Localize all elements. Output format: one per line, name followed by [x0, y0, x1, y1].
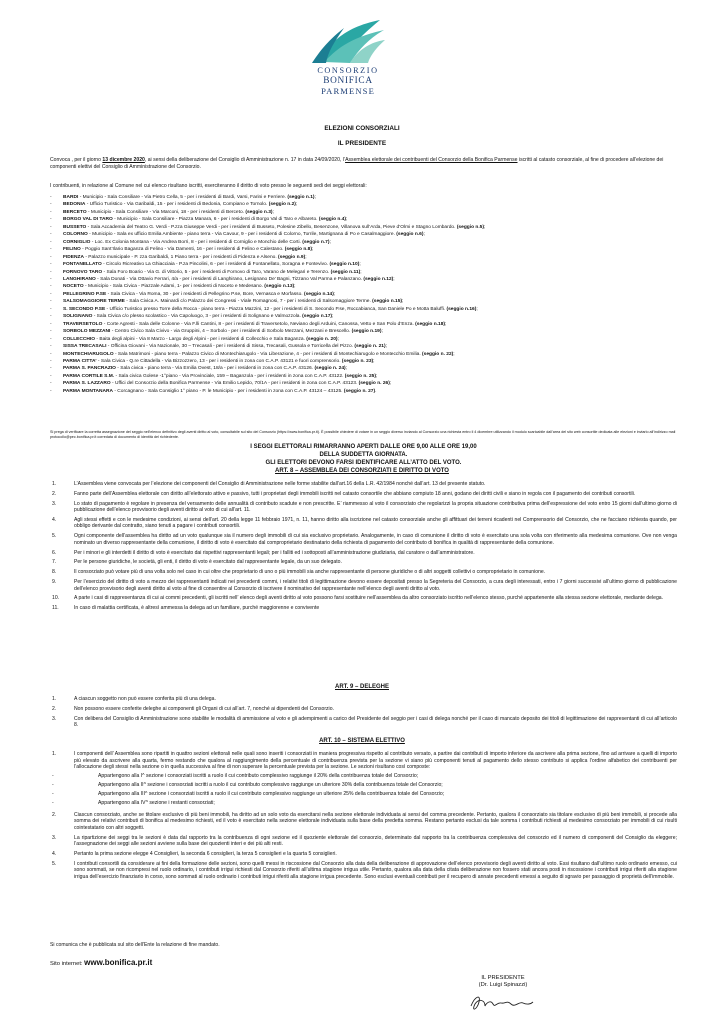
art8-title: ART. 8 – ASSEMBLEA DEI CONSORZIATI E DIRITTO DI VOTO [275, 468, 449, 474]
item-number: 8. [52, 569, 57, 576]
station-end: ; [346, 217, 348, 223]
art8-item [50, 491, 677, 498]
item-number: 5. [52, 533, 57, 540]
station-municipality: FIDENZA [63, 254, 84, 260]
bullet: - [50, 209, 52, 215]
art10-item-1 [50, 751, 677, 809]
bullet: - [50, 284, 52, 290]
signer-name: (Dr. Luigi Spinazzi) [478, 982, 528, 989]
station-end: ; [329, 239, 331, 245]
consortium-logo [300, 16, 396, 94]
item-text: Pertanto la prima sezione elegge 4 Consiglieri, la seconda 6 consiglieri, la terza 5 consiglieri e la quarta 5 consiglieri. [74, 851, 337, 858]
bullet: - [50, 232, 52, 238]
polling-station-item [50, 291, 677, 298]
station-municipality: PARMA S. PANCRAZIO [63, 366, 116, 372]
bullet: - [52, 790, 54, 797]
item-number: 4. [52, 851, 57, 858]
handwritten-signature [467, 992, 537, 1014]
station-municipality: COLORNO [63, 232, 88, 238]
station-end: ; [311, 247, 314, 253]
station-end: ; [423, 232, 425, 238]
section-item [50, 791, 677, 798]
bullet: - [52, 799, 54, 806]
item-text: Lo stato di pagamento è regolare in presenza del versamento delle annualità di contributo scadute e non prescritte. E’ riammesso al voto il consorziato che regolarizzi la propria situazione contributiva prima dell’espressione del voto entro 15 giorni dall’ultimo giorno di pubblicazione dell’elenco provvisorio degli aventi diritto al voto di cui all’art. 11. [74, 500, 677, 514]
station-municipality: PARMA CITTA’ [63, 358, 97, 364]
polling-station-item [50, 201, 677, 208]
station-seat-number: (seggio n.14) [303, 291, 334, 297]
station-seat-number: (seggio n.4) [318, 217, 347, 223]
station-end: ; [476, 306, 478, 312]
station-end: ; [272, 209, 274, 215]
art10-item [50, 812, 677, 832]
item-text: Ogni componente dell’assemblea ha diritto ad un voto qualunque sia il numero degli immobili di cui sia esclusivo proprietario. Analogamente, in caso di comunione il diritto di voto è esercitato una sola volta con riferimento alla medesima comunione. Ove non venga nominato un diverso rappresentante della comunione, il diritto di voto è esercitato dal comproprietario destinatario della richiesta di pagamento del contributo di bonifica in qualità di rappresentante della comunione. [74, 533, 677, 546]
bullet: - [50, 276, 52, 282]
station-seat-number: (seggio n.8) [284, 247, 312, 253]
bullet: - [50, 351, 52, 357]
station-municipality: SISSA TRECASALI [63, 344, 107, 350]
station-municipality: MONTECHIARUGOLO [63, 351, 114, 357]
bullet: - [50, 239, 52, 245]
item-text: A ciascun soggetto non può essere conferita più di una delega. [74, 696, 216, 702]
logo-line-2: BONIFICA [323, 76, 373, 86]
station-seat-number: (seggio n.10) [329, 262, 360, 268]
election-date: 13 dicembre 2020 [102, 157, 145, 163]
station-municipality: PELLEGRINO P.SE [63, 291, 107, 297]
intro-paragraph [50, 157, 677, 170]
art10-item [50, 835, 677, 848]
bullet: - [52, 772, 54, 779]
station-municipality: FORNOVO TARO [63, 269, 103, 275]
item-text: Per i minori e gli interdetti il diritto di voto è esercitato dai rispettivi rappresentanti legali; per i falliti ed i sottoposti all’amministrazione giudiziaria, dal curatore o dall’amministratore. [74, 549, 475, 556]
polling-station-item [50, 246, 677, 253]
item-text: In caso di malattia certificata, è altresì ammessa la delega ad un familiare, purché maggiorenne e convivente [74, 605, 320, 612]
polling-station-item [50, 231, 677, 238]
polling-station-item [50, 254, 677, 261]
item-text: Per le persone giuridiche, le società, gli enti, il diritto di voto è esercitato dal rappresentante legale, da un suo delegato. [74, 559, 342, 566]
polling-station-item [50, 373, 677, 380]
bullet: - [50, 314, 52, 320]
polling-station-item [50, 276, 677, 283]
station-details: - Municipio - Sala Consiliare - Via Marconi, 18 - per i residenti di Berceto. [86, 209, 246, 215]
station-seat-number: (seggio n.3) [245, 209, 273, 215]
station-municipality: TRAVERSETOLO [63, 321, 103, 327]
station-details: - Poggio Sant’Ilario Baganza di Felino - Via Damenti, 16 - per i residenti di Felino e Calestano. [80, 247, 285, 253]
station-end: ; [305, 254, 307, 260]
station-seat-number: (seggio n.15) [372, 299, 403, 305]
section-text: Appartengono alla II^ sezione i consorziati iscritti a ruolo il cui contributo complessivo raggiunge un ulteriore 30% della contribuenza totale del Consorzio; [98, 781, 443, 788]
section-item [50, 800, 677, 807]
station-seat-number: (seggio n. 26) [358, 381, 390, 387]
art8-item [50, 550, 677, 557]
station-details: - Sala Civica - Via Roma, 30 - per i residenti di Pellegrino P.se, Bore, Vernasca e Morfasso. [106, 291, 304, 297]
opening-line-1: I SEGGI ELETTORALI RIMARRANNO APERTI DALLE ORE 9,00 ALLE ORE 19,00 [250, 444, 477, 450]
station-municipality: BERCETO [63, 209, 87, 215]
station-seat-number: (seggio n.1) [287, 195, 315, 200]
item-text: Con delibera del Consiglio di Amministrazione sono stabilite le modalità di ammissione al voto e gli adempimenti a carico del Presidente del seggio per i casi di delega nonché per il caso di mancato deposito dei titoli di legittimazione dei rappresentanti di cui all’articolo 8. [74, 715, 677, 729]
station-seat-number: (seggio n.12) [363, 276, 394, 282]
station-details: - Ufficio Turistico presso Torre della Rocca - piano terra - Piazza Mazzini, 12 - per i residenti di S. Secondo P.se, Roccabianca, San Daniele Po e Motta Baluffi. [105, 306, 447, 312]
bullet: - [50, 321, 52, 327]
station-details: - Sala Donati - Via Ottavio Ferrari, 4/a - per i residenti di Langhirano, Lesignano De’ Bagni, Tizzano Val Parma e Palanzano. [95, 276, 364, 282]
station-seat-number: (seggio n.17) [302, 314, 333, 320]
station-municipality: CORNIGLIO [63, 239, 91, 245]
station-end: ; [314, 195, 316, 200]
station-end: ; [373, 358, 375, 364]
art8-item [50, 517, 677, 530]
polling-station-item [50, 239, 677, 246]
polling-station-item [50, 209, 677, 216]
item-number: 5. [52, 860, 57, 867]
station-municipality: BUSSETO [63, 224, 87, 230]
station-end: ; [445, 321, 447, 327]
station-end: ; [360, 269, 362, 275]
station-seat-number: (seggio n. 24) [314, 366, 346, 372]
station-seat-number: (seggio n.19) [351, 329, 382, 335]
station-seat-number: (seggio n.18) [415, 321, 446, 327]
station-municipality: FONTANELLATO [63, 262, 102, 268]
art10-title: ART. 10 – SISTEMA ELETTIVO [319, 738, 405, 744]
station-seat-number: (seggio n. 20) [306, 336, 338, 342]
station-details: - Sala Foro Boario - Via G. di Vittorio, 5 - per i residenti di Fornovo di Taro, Varano de Melegari e Terenzo. [102, 269, 331, 275]
station-municipality: LANGHIRANO [63, 276, 96, 282]
station-municipality: COLLECCHIO [63, 336, 96, 342]
intro-text-b: , ai sensi della deliberazione del Consiglio di Amministrazione n. 17 in data 24/09/2020, l’ [144, 157, 346, 163]
bullet: - [52, 781, 54, 788]
station-details: - Baita degli alpini - Via 8 Marzo - Largo degli Alpini - per i residenti di Collecchio e Sala Baganza. [95, 336, 307, 342]
art8-item [50, 605, 677, 612]
item-text: A parte i casi di rappresentanza di cui ai commi precedenti, gli iscritti nell’ elenco degli aventi diritto al voto possono farsi sostituire nell’assemblea da altro consorziato iscritto nell’elenco stesso, purché appartenente alla stessa sezione elettorale, mediante delega. [74, 595, 664, 602]
polling-station-item [50, 269, 677, 276]
logo-line-3: PARMENSE [321, 86, 375, 96]
polling-station-item [50, 298, 677, 305]
station-details: - Sala Accademia del Teatro G. Verdi - P.zza Giuseppe Verdi - per i residenti di Busseto, Polesine Zibello, Besenzone, Villanova sull’Arda, Pieve d’Olmi e Stagno Lombardo. [86, 224, 457, 230]
station-municipality: SALSOMAGGIORE TERME [63, 299, 125, 305]
item-text: Per l’esercizio del diritto di voto a mezzo dei rappresentanti indicati nei precedenti commi, i relativi titoli di legittimazione devono essere depositati presso la Segreteria del Consorzio, a cura degli interessati, entro i 7 giorni successivi all’ultimo giorno di pubblicazione dell’elenco provvisorio degli aventi diritto al voto al fine di consentire al Consorzio di iscrivere il nominativo del rappresentante nell’elenco degli aventi diritto al voto. [74, 579, 677, 592]
item-number: 1. [52, 751, 57, 757]
bullet: - [50, 291, 52, 297]
item-number: 11. [52, 605, 59, 612]
station-seat-number: (seggio n. 23) [341, 358, 374, 364]
polling-station-item [50, 343, 677, 350]
art9-list [50, 696, 677, 732]
item-text: Agli stessi effetti e con le medesime condizioni, ai sensi dell’art. 20 della legge 11 febbraio 1971, n. 11, hanno diritto alla iscrizione nel catasto consorziale anche gli affittuari dei terreni ricadenti nel Comprensorio del Consorzio, che ne facciano richiesta quando, per obbligo derivante dal contratto, siano tenuti a pagare i contributi consortili. [74, 516, 677, 530]
bullet: - [50, 247, 52, 253]
bullet: - [50, 381, 52, 387]
section-item [50, 782, 677, 789]
station-details: - Municipio - Sala Civica - Piazzale Adami, 1- per i residenti di Noceto e Medesano. [83, 284, 265, 290]
station-end: ; [381, 329, 383, 335]
polling-station-item [50, 313, 677, 320]
bullet: - [50, 373, 52, 379]
item-text: I componenti dell’ Assemblea sono ripartiti in quattro sezioni elettorali nelle quali sono inseriti i consorziati in maniera progressiva rispetto al contributo versato, a partire dai contributi di importo inferiore da ascrivere alla prima sezione, fino ad arrivare a quelli di importo più elevato da ascrivere alla quarta, fermo restando che qualora al raggiungimento della percentuale di contribuenza prevista per la sezione vi siano più componenti tenuti al pagamento dello stesso contributo si applica l’ordine alfabetico dei contribuenti per l’allocazione degli stessi nella sezione o in quella successiva al fine di non superare la percentuale prevista per la sezione. Le sezioni risultano così composte: [74, 751, 677, 771]
station-seat-number: (seggio n. 21) [354, 344, 386, 350]
station-details: - Sala civica Golese -1°piano - Via Provinciale, 159 – Baganzola - per i residenti in zona con C.A.P. 43122. [114, 373, 345, 379]
station-seat-number: (seggio n.11) [330, 269, 361, 275]
item-number: 1. [52, 481, 57, 487]
station-details: - Loc. Ex Colonia Montana - Via Andrea Borri, 8 - per i residenti di Corniglio e Monchio delle Corti. [90, 239, 303, 245]
station-seat-number: (seggio n.2) [268, 202, 296, 208]
item-text: Non possono essere conferite deleghe ai componenti gli Organi di cui all’art. 7, nonché ai dipendenti del Consorzio. [74, 705, 334, 712]
item-number: 9. [52, 579, 57, 586]
polling-station-item [50, 336, 677, 343]
website [50, 958, 152, 968]
bullet: - [50, 254, 52, 260]
bullet: - [50, 262, 52, 268]
website-link[interactable]: www.bonifica.pr.it [84, 958, 153, 967]
bullet: - [50, 195, 52, 200]
item-text: L’Assemblea viene convocata per l’elezione dei componenti del Consiglio di Amministrazione nelle forme stabilite dall’art.16 della L.R. 42/1984 nonché dall’art. 13 del presente statuto. [74, 481, 486, 487]
seats-lead: I contribuenti, in relazione al Comune nel cui elenco risultano iscritti, eserciteranno il diritto di voto presso le seguenti sedi dei seggi elettorali: [50, 183, 367, 189]
polling-station-item [50, 365, 677, 372]
station-seat-number: (seggio n.16) [446, 306, 477, 312]
station-municipality: FELINO [63, 247, 81, 253]
art9-title: ART. 9 – DELEGHE [334, 684, 389, 690]
station-municipality: PARMA MONTANARA [63, 388, 113, 394]
item-number: 1. [52, 696, 57, 702]
station-seat-number: (seggio n.5) [456, 224, 484, 230]
station-municipality: BEDONIA [63, 202, 86, 208]
polling-station-item [50, 283, 677, 290]
polling-station-item [50, 358, 677, 365]
station-details: - Corte Agresti - Sala delle Colonne - Via F.lli Cantini, 8 - per i residenti di Traversetolo, Neviano degli Arduini, Canossa, Vetto e San Polo d’Enza. [102, 321, 416, 327]
bullet: - [50, 269, 52, 275]
station-details: - Sala Civica c/o plesso scolastico - Via Capoluogo, 3 - per i residenti di Solignano e Valmozzola. [92, 314, 303, 320]
station-details: - Municipio - Sala Consiliare - Piazza Manara, 6 - per i residenti di Borgo Val di Taro e Albareto. [112, 217, 319, 223]
bullet: - [50, 306, 52, 312]
page-title: ELEZIONI CONSORZIALI [324, 125, 400, 132]
art9-item [50, 706, 677, 713]
station-details: - Sala Civica - Q.re Cittadella - Via Bizzozzero, 13 - per i residenti in zona con C.A.P. 43121 e fuori comprensorio. [96, 358, 342, 364]
art8-list [50, 481, 677, 615]
station-end: ; [332, 314, 334, 320]
bullet: - [50, 388, 52, 394]
station-municipality: BORGO VAL DI TARO [63, 217, 113, 223]
item-number: 2. [52, 811, 57, 818]
polling-station-item [50, 328, 677, 335]
station-details: - Uffici del Consorzio della Bonifica Parmense - Via Emilio Lepido, 70/1A - per i residenti in zona con C.A.P. 43123. [110, 381, 359, 387]
art8-item [50, 569, 677, 576]
art8-item [50, 533, 677, 546]
polling-station-item [50, 388, 677, 395]
station-end: ; [359, 262, 361, 268]
page-subtitle: IL PRESIDENTE [337, 140, 387, 147]
station-end: ; [337, 336, 339, 342]
station-end: ; [333, 291, 336, 297]
item-number: 7. [52, 559, 57, 566]
station-details: - Municipio - Sala Consiliare - Via Pietro Cella, 5 - per i residenti di Bardi, Varsi, Farini e Ferriere. [78, 195, 288, 200]
item-number: 3. [52, 500, 57, 507]
station-seat-number: (seggio n.7) [302, 239, 330, 245]
station-end: ; [294, 284, 296, 290]
polling-station-list [50, 194, 677, 395]
polling-station-item [50, 380, 677, 387]
bullet: - [50, 202, 52, 208]
art9-item [50, 716, 677, 729]
item-number: 3. [52, 834, 57, 841]
opening-hours-notice [50, 443, 677, 467]
station-seat-number: (seggio n.9) [278, 254, 306, 260]
bullet: - [50, 344, 52, 350]
logo-line-1: CONSORZIO [317, 66, 379, 75]
station-details: - Sala Civica A. Mainardi c/o Palazzo dei Congressi - Viale Romagnosi, 7 - per i residenti di Salsomaggiore Terme. [124, 299, 373, 305]
intro-text-a: Convoca , per il giorno [50, 157, 103, 163]
item-text: Il consorziato può votare più di una volta solo nel caso in cui oltre che proprietario di uno o più immobili sia anche rappresentante di persone giuridiche o di altri soggetti collettivi o comproprietario in comunione. [74, 569, 546, 576]
station-end: ; [345, 366, 348, 372]
station-end: . [375, 388, 377, 394]
seat-check-note: Si prega di verificare la corretta assegnazione del seggio nell’elenco definitivo degli aventi diritto al voto, consultabile sul sito del Consorzio (https://www.bonifica.pr.it). È possibile chiedere di votare in un seggio diverso inviando al Consorzio una richiesta entro il 4 dicembre utilizzando il modulo scaricabile dall’area del sito web consortile dedicata alle elezioni e inviarlo all’indirizzo mail protocollo@pec.bonifica.pr.it corredata di documento di identità del richiedente. [50, 430, 676, 440]
station-details: - Centro Civico Sala Civivo - via Gruppini, 4 – Sorbolo - per i residenti di Sorbolo Mezzani, Mezzani e Brescello. [110, 329, 352, 335]
closing-note: Si comunica che è pubblicata sul sito dell’Ente la relazione di fine mandato. [50, 942, 220, 948]
item-number: 6. [52, 549, 57, 556]
station-municipality: PARMA CORTILE S.M. [63, 373, 115, 379]
station-end: ; [484, 224, 486, 230]
polling-station-item [50, 261, 677, 268]
station-details: - Municipio - Sala ex ufficio Emilia Ambiente - piano terra - Via Cavour, 9 - per i residenti di Colorno, Torrile, Martignana di Po e Casalmaggiore. [87, 232, 397, 238]
station-details: - Sala Matrimoni - piano terra - Palazzo Civico di Montechiarugolo - Via Liberazione, 4 - per i residenti di Montechiarugolo e Montecchio Emilia. [113, 351, 423, 357]
section-item [50, 773, 677, 780]
sections-list [52, 772, 677, 806]
station-municipality: S. SECONDO P.SE [63, 306, 106, 312]
art8-item [50, 595, 677, 602]
section-text: Appartengono alla III^ sezione i consorziati iscritti a ruolo il cui contributo complessivo raggiunge un ulteriore 25% della contribuenza totale del Consorzio; [98, 790, 445, 797]
station-municipality: SOLIGNANO [63, 314, 93, 320]
station-details: - Circolo Ricreativo La Ghiacciaia - P.za Pincolini, 6 - per i residenti di Fontanellato, Soragna e Fontevivo. [101, 262, 330, 268]
assembly-name: Assemblea elettorale dei contribuenti del Consorzio della Bonifica Parmense [345, 157, 518, 163]
bullet: - [50, 224, 52, 230]
station-seat-number: (seggio n. 22) [422, 351, 454, 357]
bullet: - [50, 299, 52, 305]
item-number: 4. [52, 516, 57, 523]
station-details: - Ufficio Turistico - Via Garibaldi, 15 - per i residenti di Bedonia, Compiano e Tornolo. [85, 202, 269, 208]
item-number: 10. [52, 595, 60, 602]
art10-item [50, 861, 677, 881]
station-end: ; [376, 373, 378, 379]
opening-line-2: DELLA SUDDETTA GIORNATA. [319, 452, 408, 458]
item-text: Fanno parte dell’Assemblea elettorale con diritto all’elettorato attivo e passivo, tutti i proprietari degli immobili iscritti nel catasto consortile che abbiano compiuto 18 anni, godano dei diritti civili e siano in regola con il pagamento dei contributi consortili. [74, 490, 636, 497]
item-number: 2. [52, 490, 57, 497]
art10-list [50, 751, 677, 884]
polling-station-item [50, 194, 677, 201]
bullet: - [50, 336, 52, 342]
art10-item [50, 851, 677, 858]
station-seat-number: (seggio n.6) [396, 232, 424, 238]
station-municipality: SORBOLO MEZZANI [63, 329, 111, 335]
item-text: La ripartizione dei seggi tra le sezioni è data dal rapporto tra la contribuenza di ogni sezione ed il quoziente elettorale del consorzio, determinato dal rapporto tra la contribuenza complessiva del consorzio ed il numero di componenti del Consiglio da eleggere; l’assegnazione dei seggi alle sezioni avviene sulla base dei quozienti interi e dei più alti resti. [74, 834, 677, 848]
station-municipality: PARMA S. LAZZARO [63, 381, 111, 387]
website-label: Sito internet: [50, 961, 85, 967]
intro-text-c: iscritti al catasto consorziale, al fine di procedere all’elezione dei componenti elettivi del Consiglio di Amministrazione del Consorzio. [50, 157, 664, 170]
bullet: - [50, 329, 52, 335]
station-seat-number: (seggio n.13) [264, 284, 295, 290]
polling-station-item [50, 224, 677, 231]
art8-item [50, 559, 677, 566]
station-end: ; [389, 381, 392, 387]
station-end: ; [393, 276, 395, 282]
station-municipality: NOCETO [63, 284, 84, 290]
station-municipality: BARDI [63, 195, 79, 200]
art8-item [50, 501, 677, 514]
station-seat-number: (seggio n. 25) [344, 373, 376, 379]
polling-station-item [50, 321, 677, 328]
item-number: 2. [52, 705, 57, 712]
signer-role: IL PRESIDENTE [481, 975, 525, 981]
polling-station-item [50, 306, 677, 313]
item-text: Ciascun consorziato, anche se titolare esclusivo di più beni immobili, ha diritto ad un solo voto da esercitarsi nella sezione elettorale individuata ai sensi del comma precedente. Pertanto, qualora il consorziato sia titolare esclusivo di più beni immobili, si procede alla somma dei relativi contributi di bonifica al medesimo richiesti, ed il voto è esercitato nella sezione elettorale individuata sulla base della predetta somma. Restano pertanto esclusi da tale somma i contributi richiesti al medesimo consorziato per immobili di cui risulti cointestatario con altri soggetti. [74, 811, 677, 831]
polling-station-item [50, 216, 677, 223]
bullet: - [50, 358, 52, 364]
station-end: ; [385, 344, 387, 350]
signature-block [448, 975, 558, 989]
item-number: 3. [52, 715, 57, 722]
bullet: - [50, 217, 52, 223]
art8-item [50, 481, 677, 488]
polling-station-item [50, 351, 677, 358]
station-details: - Corcagnano - Sala Consiglio 1° piano - P. le Municipio - per i residenti in zona con C.A.P. 43124 – 43125. [112, 388, 344, 394]
art8-item [50, 579, 677, 592]
station-end: ; [402, 299, 404, 305]
station-details: - Sala civica - piano terra - Via Emilia Ovest, 18/a - per i residenti in zona con C.A.P. 43126. [115, 366, 315, 372]
station-end: ; [453, 351, 455, 357]
item-text: I contributi consortili da considerare ai fini della formazione delle sezioni, sono quelli messi in riscossione dal Consorzio alla data della deliberazione di approvazione dell’elenco provvisorio degli aventi diritto al voto. Essi risultano dall’ultimo ruolo ordinario emesso, cui sono sommati, se non ricompresi nel ruolo ordinario, i contributi irrigui richiesti dal Consorzio riferiti all’ultima stagione irrigua utile. Pertanto, qualora alla data della citata deliberazione non fossero stati ancora posti in riscossione i contributi irrigui riferiti alla stagione irrigua dell’esercizio finanziario in corso, sono sommati al ruolo ordinario i contributi irrigui riferiti alla stagione irrigua precedente. Sono esclusi eventuali contributi per il recupero di annate precedenti emessi a seguito di sgravio per passaggio di proprietà dell’immobile. [74, 860, 677, 880]
logo-mark-icon [310, 16, 386, 64]
station-seat-number: (seggio n. 27) [343, 388, 376, 394]
section-text: Appartengono alla I^ sezione i consorziati iscritti a ruolo il cui contributo complessivo raggiunge il 20% della contribuenza totale del Consorzio; [98, 772, 419, 779]
art9-item [50, 696, 677, 703]
section-text: Appartengono alla IV^ sezione i restanti consorziati; [98, 799, 215, 806]
station-end: ; [295, 202, 298, 208]
station-details: - Officina Giovani - Via Nazionale, 30 – Trecasali - per i residenti di Sissa, Trecasali, Gussola e Torricella del Pizzo. [106, 344, 355, 350]
opening-line-3: GLI ELETTORI DEVONO FARSI IDENTIFICARE ALL’ATTO DEL VOTO. [265, 460, 462, 466]
station-details: - Palazzo municipale - P. zza Garibaldi, 1 Piano terra - per i residenti di Fidenza e Alseno. [84, 254, 279, 260]
bullet: - [50, 366, 52, 372]
